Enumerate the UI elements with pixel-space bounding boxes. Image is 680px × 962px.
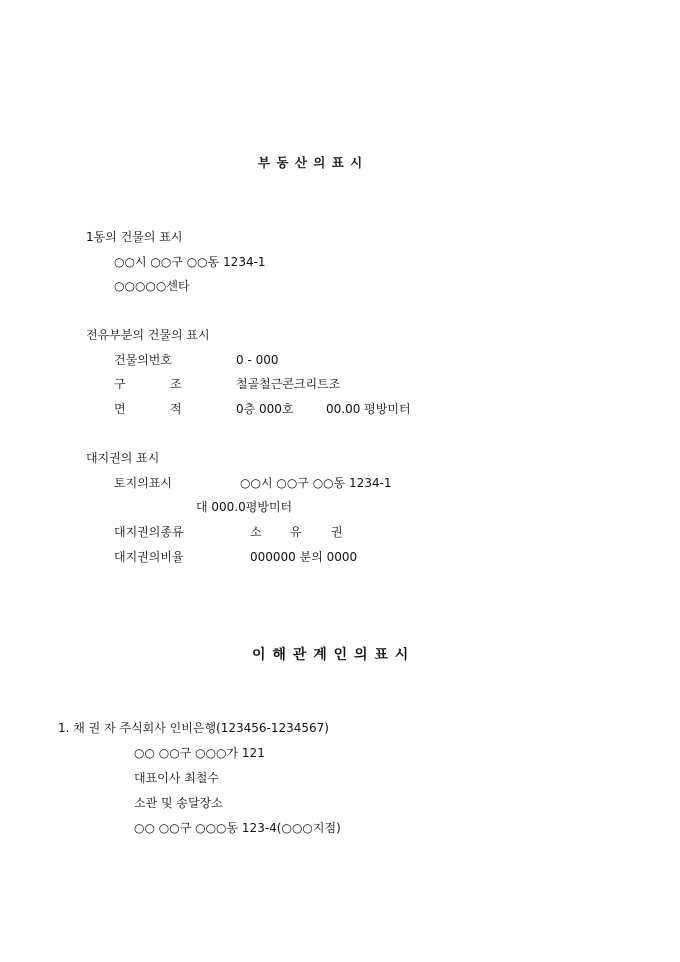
structure-value: 철골철근콘크리트조 — [236, 377, 341, 391]
creditor-representative: 대표이사 최철수 — [134, 771, 219, 785]
creditor-office-address: ○○ ○○구 ○○○동 123-4(○○○지점) — [134, 821, 341, 835]
right-kind-1: 소 — [250, 525, 262, 539]
structure-label-1: 구 — [114, 377, 126, 391]
area-value-size: 00.00 평방미터 — [326, 402, 411, 416]
property-title: 부 동 산 의 표 시 — [258, 155, 364, 170]
right-kind-3: 권 — [331, 525, 343, 539]
right-kind-label: 대지권의종류 — [114, 525, 184, 539]
land-right-heading: 대지권의 표시 — [86, 451, 160, 465]
building-number-value: 0 - 000 — [236, 353, 279, 367]
land-area: 대 000.0평방미터 — [196, 500, 293, 514]
structure-label-2: 조 — [170, 377, 182, 391]
area-label-1: 면 — [114, 402, 126, 416]
land-label: 토지의표시 — [114, 476, 172, 490]
right-ratio-value: 000000 분의 0000 — [250, 550, 358, 564]
building-number-label: 건물의번호 — [114, 353, 172, 367]
building-name: ○○○○○센타 — [114, 279, 190, 293]
creditor-address: ○○ ○○구 ○○○가 121 — [134, 746, 265, 760]
creditor-office-label: 소관 및 송달장소 — [134, 796, 223, 810]
land-value: ○○시 ○○구 ○○동 1234-1 — [240, 476, 392, 490]
area-value-floor: 0층 000호 — [236, 402, 294, 416]
parties-title: 이 해 관 계 인 의 표 시 — [252, 647, 410, 663]
building-heading: 1동의 건물의 표시 — [86, 230, 183, 244]
creditor-line: 1. 채 권 자 주식회사 인비은행(123456-1234567) — [58, 721, 329, 735]
exclusive-heading: 전유부분의 건물의 표시 — [86, 328, 210, 342]
right-ratio-label: 대지권의비율 — [114, 550, 184, 564]
right-kind-2: 유 — [290, 525, 302, 539]
area-label-2: 적 — [170, 402, 182, 416]
building-address: ○○시 ○○구 ○○동 1234-1 — [114, 255, 266, 269]
